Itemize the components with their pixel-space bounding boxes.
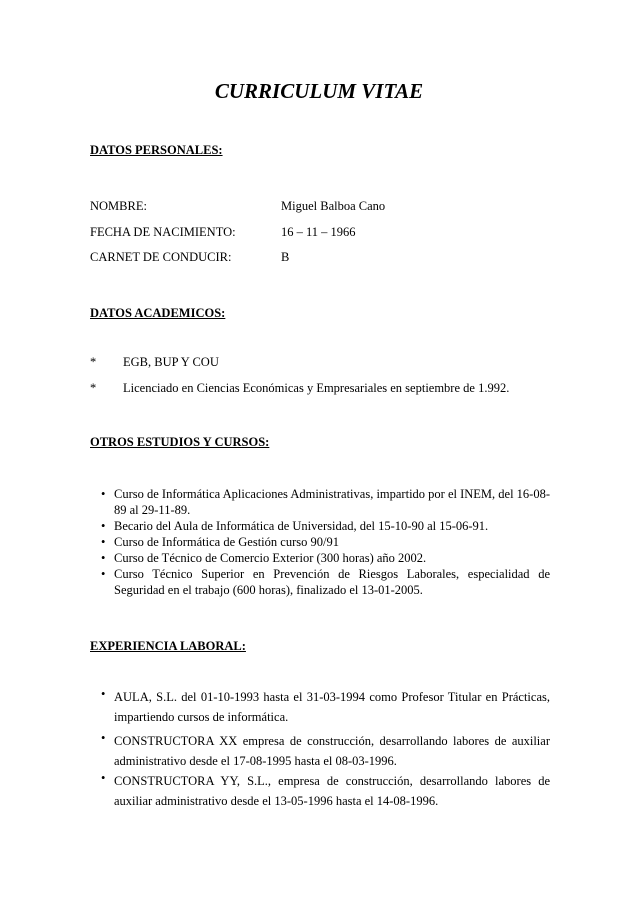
job-item	[101, 771, 550, 811]
bullet-icon: •	[101, 567, 106, 581]
course-text: Curso de Informática Aplicaciones Administrativas, impartido por el INEM, del 16-08-89 al 29-11-89.	[114, 487, 551, 517]
bullet-icon: •	[101, 731, 106, 745]
course-item	[101, 519, 550, 535]
page-title: CURRICULUM VITAE	[214, 79, 424, 103]
job-item	[101, 731, 550, 771]
course-text: Becario del Aula de Informática de Universidad, del 15-10-90 al 15-06-91.	[114, 519, 489, 533]
asterisk-marker: *	[90, 355, 97, 369]
academic-data-heading: DATOS ACADEMICOS:	[90, 306, 226, 320]
name-value: Miguel Balboa Cano	[281, 199, 386, 213]
course-text: Curso Técnico Superior en Prevención de Riesgos Laborales, especialidad de Seguridad en el trabajo (600 horas), finalizado el 13-01-2005.	[114, 567, 550, 597]
course-item	[101, 487, 551, 518]
course-item	[101, 535, 550, 551]
job-text: AULA, S.L. del 01-10-1993 hasta el 31-03-1994 como Profesor Titular en Prácticas, impartiendo cursos de informática.	[114, 690, 550, 724]
job-text: CONSTRUCTORA YY, S.L., empresa de construcción, desarrollando labores de auxiliar administrativo desde el 13-05-1996 hasta el 14-08-1996.	[114, 774, 550, 808]
work-experience-heading: EXPERIENCIA LABORAL:	[90, 639, 246, 653]
course-text: Curso de Informática de Gestión curso 90/91	[114, 535, 339, 549]
job-item	[101, 687, 550, 727]
bullet-icon: •	[101, 487, 106, 501]
bullet-icon: •	[101, 535, 106, 549]
job-text: CONSTRUCTORA XX empresa de construcción, desarrollando labores de auxiliar administrativo desde el 17-08-1995 hasta el 08-03-1996.	[114, 734, 550, 768]
course-text: Curso de Técnico de Comercio Exterior (300 horas) año 2002.	[114, 551, 427, 565]
course-item	[101, 567, 550, 598]
birth-date-label: FECHA DE NACIMIENTO:	[90, 225, 236, 239]
driving-license-label: CARNET DE CONDUCIR:	[90, 250, 232, 264]
personal-data-heading: DATOS PERSONALES:	[90, 143, 223, 157]
course-item	[101, 551, 550, 567]
name-label: NOMBRE:	[90, 199, 147, 213]
birth-date-value: 16 – 11 – 1966	[281, 225, 356, 239]
academic-item-text: Licenciado en Ciencias Económicas y Empresariales en septiembre de 1.992.	[123, 381, 510, 395]
other-studies-heading: OTROS ESTUDIOS Y CURSOS:	[90, 435, 270, 449]
bullet-icon: •	[101, 551, 106, 565]
bullet-icon: •	[101, 687, 106, 701]
driving-license-value: B	[281, 250, 290, 264]
bullet-icon: •	[101, 519, 106, 533]
bullet-icon: •	[101, 771, 106, 785]
asterisk-marker: *	[90, 381, 97, 395]
academic-item-text: EGB, BUP Y COU	[123, 355, 219, 369]
